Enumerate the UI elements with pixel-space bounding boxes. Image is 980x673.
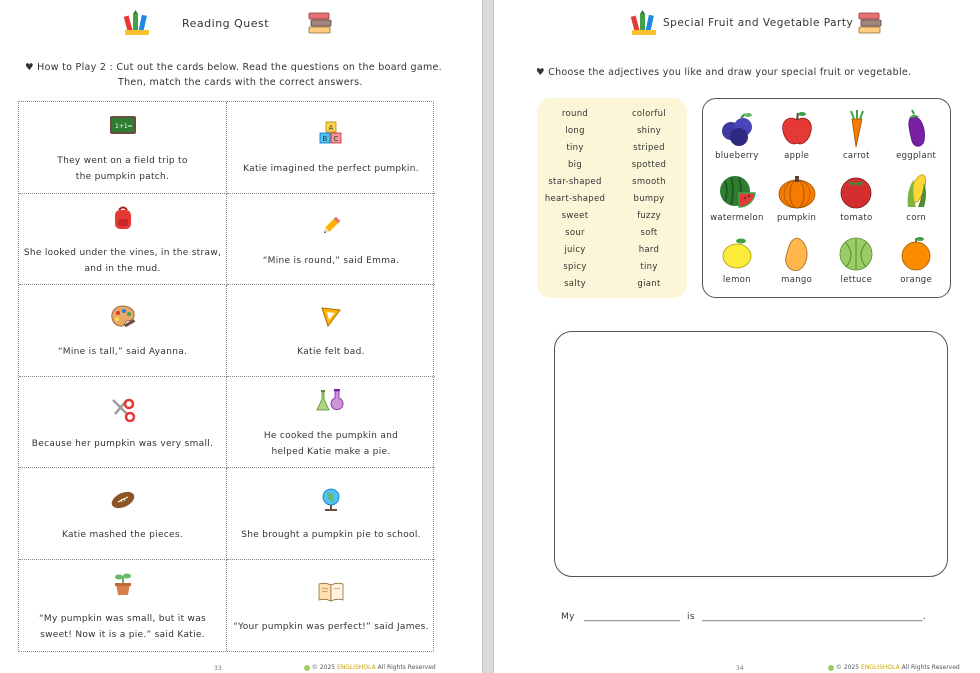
adjective-option[interactable]: long [565,126,585,136]
card-2[interactable] [227,102,435,194]
adjective-option[interactable]: giant [637,279,661,289]
adjective-option[interactable]: colorful [631,109,667,119]
card-5[interactable] [19,285,227,377]
globe-icon [319,487,343,513]
fruit-corn[interactable] [886,167,946,229]
watermelon-icon [715,171,759,211]
sprout-pot-icon [111,571,135,597]
palette-icon [109,304,137,330]
adjective-option[interactable]: smooth [632,177,666,187]
svg-text:1+1=: 1+1= [114,123,133,131]
adjective-box [537,98,687,298]
adjective-option[interactable]: striped [633,143,665,153]
fruit-label: apple [784,151,810,161]
book-stack-icon [857,10,883,36]
card-8-text: He cooked the pumpkin and helped Katie make a pie. [263,430,399,457]
flask-icon [316,388,346,414]
footer-logo-icon [304,665,310,671]
adjective-option[interactable]: fuzzy [637,211,661,221]
fruit-mango[interactable] [767,229,827,291]
left-footer-brand: ENGLISHOLA [337,664,376,671]
adjective-option[interactable]: sour [565,228,585,238]
fruit-label: orange [900,275,932,285]
right-page-number: 34 [736,665,744,672]
fruit-tomato[interactable] [827,167,887,229]
fruit-apple[interactable] [767,105,827,167]
card-3-text: She looked under the vines, in the straw, and in the mud. [23,247,222,274]
fruit-label: pumpkin [777,213,817,223]
svg-text:C: C [333,135,339,144]
adjective-option[interactable]: tiny [640,262,658,272]
crayons-icon [629,10,659,36]
right-footer-copyright: © 2025 [835,664,860,671]
pencil-icon [319,214,343,238]
fruit-pumpkin[interactable] [767,167,827,229]
left-page-title: Reading Quest [182,16,270,30]
left-page-number: 33 [214,665,222,672]
fruit-watermelon[interactable] [707,167,767,229]
football-icon [109,489,137,511]
ruler-triangle-icon [318,304,344,330]
right-footer [828,664,960,671]
crayons-icon [122,10,152,36]
left-title-row [122,10,333,36]
adjective-option[interactable]: hard [638,245,660,255]
fruit-vegetable-box [702,98,951,298]
card-grid [18,101,434,652]
card-3[interactable] [19,194,227,286]
card-6-text: Katie felt bad. [297,347,365,358]
adjective-option[interactable]: round [561,109,589,119]
left-footer-rights: All Rights Reserved [377,664,436,671]
card-4[interactable] [227,194,435,286]
fruit-label: mango [781,275,813,285]
left-instructions-line1: ♥ How to Play 2 : Cut out the cards below. Read the questions on the board game. [25,62,442,73]
card-11-text: “My pumpkin was small, but it was sweet! Now it is a pie.” said Katie. [38,614,207,641]
card-6[interactable] [227,285,435,377]
corn-icon [894,171,938,211]
adjective-option[interactable]: soft [640,228,658,238]
card-9[interactable] [19,468,227,560]
adjective-option[interactable]: heart-shaped [544,194,606,204]
adjective-option[interactable]: salty [564,279,586,289]
carrot-icon [834,109,878,149]
book-stack-icon [307,10,333,36]
card-9-text: Katie mashed the pieces. [61,530,184,541]
adjective-option[interactable]: big [567,160,583,170]
blueberry-icon [715,109,759,149]
card-11[interactable] [19,560,227,652]
svg-text:A: A [328,124,334,133]
adjective-column-1 [537,106,613,293]
sentence-line [561,612,926,622]
backpack-icon [111,205,135,231]
card-12[interactable] [227,560,435,652]
sentence-is: is [687,612,695,622]
left-footer-copyright: © 2025 [311,664,336,671]
card-2-text: Katie imagined the perfect pumpkin. [243,164,419,175]
card-7-text: Because her pumpkin was very small. [31,438,214,449]
right-footer-brand: ENGLISHOLA [861,664,900,671]
footer-logo-icon [828,665,834,671]
adjective-option[interactable]: spotted [631,160,667,170]
fruit-label: blueberry [715,151,759,161]
drawing-area[interactable] [554,331,948,577]
left-instructions [25,60,445,90]
svg-text:B: B [322,135,328,144]
fruit-label: watermelon [710,213,764,223]
adjective-option[interactable]: tiny [566,143,584,153]
apple-icon [775,109,819,149]
scissors-icon [109,396,137,422]
adjective-option[interactable]: bumpy [633,194,665,204]
card-7[interactable] [19,377,227,469]
fruit-lettuce[interactable] [827,229,887,291]
left-footer [304,664,436,671]
sentence-blank-1[interactable]: ____________________ [583,612,680,622]
card-1[interactable] [19,102,227,194]
adjective-column-2 [611,106,687,293]
sentence-blank-2[interactable]: ______________________________________________. [702,612,926,622]
fruit-label: corn [906,213,927,223]
sentence-start: My [561,612,575,622]
adjective-option[interactable]: juicy [564,245,586,255]
adjective-option[interactable]: spicy [563,262,587,272]
left-instructions-line2: Then, match the cards with the correct answers. [118,77,363,88]
pumpkin-icon [775,171,819,211]
fruit-eggplant[interactable] [886,105,946,167]
eggplant-icon [894,109,938,149]
right-footer-rights: All Rights Reserved [901,664,960,671]
card-5-text: “Mine is tall,” said Ayanna. [57,347,188,358]
mango-icon [775,233,819,273]
chalkboard-icon [109,114,137,138]
abc-blocks-icon [318,121,344,147]
lemon-icon [715,233,759,273]
right-title-row [629,10,883,36]
card-8[interactable] [227,377,435,469]
right-instructions: ♥ Choose the adjectives you like and draw your special fruit or vegetable. [536,67,912,78]
fruit-carrot[interactable] [827,105,887,167]
page-gutter [482,0,494,673]
fruit-blueberry[interactable] [707,105,767,167]
tomato-icon [834,171,878,211]
right-page-title: Special Fruit and Vegetable Party [663,17,854,29]
fruit-label: eggplant [896,151,937,161]
card-10-text: She brought a pumpkin pie to school. [241,530,421,541]
fruit-label: tomato [840,213,873,223]
card-12-text: “Your pumpkin was perfect!” said James. [233,622,429,633]
fruit-lemon[interactable] [707,229,767,291]
fruit-label: carrot [842,151,870,161]
open-book-icon [316,580,346,604]
left-page [0,0,482,673]
fruit-label: lemon [722,275,751,285]
adjective-option[interactable]: sweet [561,211,589,221]
fruit-label: lettuce [840,275,873,285]
orange-icon [894,233,938,273]
card-10[interactable] [227,468,435,560]
card-1-text: They went on a field trip to the pumpkin patch. [57,156,188,183]
lettuce-icon [834,233,878,273]
adjective-option[interactable]: shiny [636,126,662,136]
card-4-text: “Mine is round,” said Emma. [262,255,400,266]
fruit-orange[interactable] [886,229,946,291]
adjective-option[interactable]: star-shaped [548,177,602,187]
